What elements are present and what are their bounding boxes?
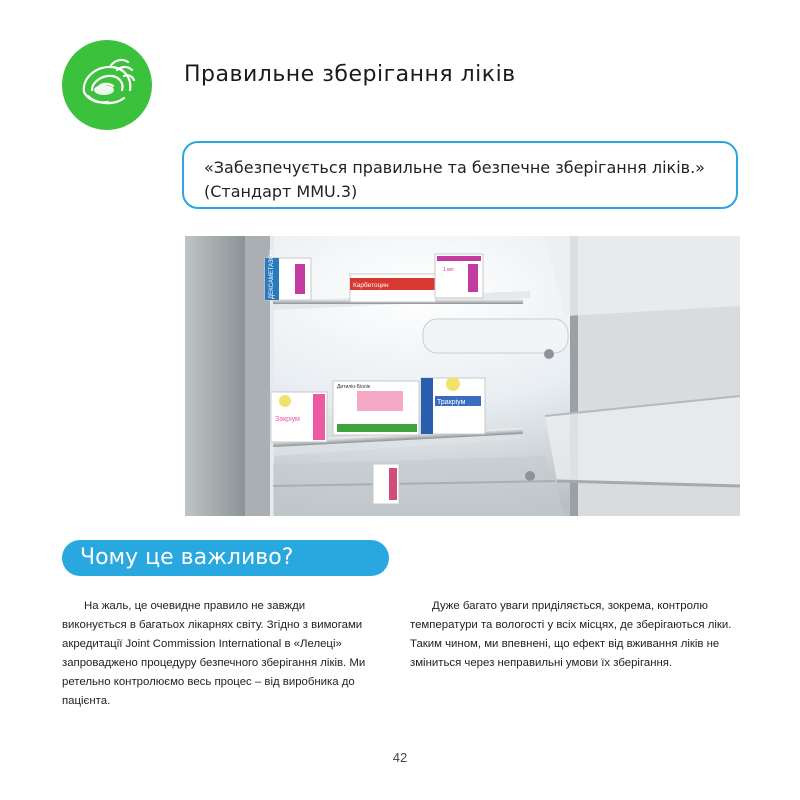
box-label-carb: Карбетоцин <box>353 282 389 289</box>
quote-source: (Стандарт MMU.3) <box>204 182 358 201</box>
paragraph-right: Дуже багато уваги приділяється, зокрема, контролю температури та вологості у всіх місцях, де зберігаються ліки. Таким чином, ми впевнені, що ефект від вживання ліків не зміниться через неправильні умови їх зберігання. <box>410 600 732 669</box>
logo <box>62 40 152 130</box>
med-box-1ml <box>435 254 483 298</box>
paragraph-left: На жаль, це очевидне правило не завжди виконується в багатьох лікарнях світу. Згідно з вимогами акредитації Joint Commission International в «Лелеці» запроваджено процедуру безпечного зберігання ліків. Ми ретельно контролюємо весь процес – від виробника до пацієнта. <box>62 600 366 707</box>
box-label-1ml: 1 мл <box>443 267 454 273</box>
med-box-small <box>373 464 399 504</box>
page-title: Правильне зберігання ліків <box>184 62 516 87</box>
page-number: 42 <box>392 750 408 765</box>
body-text-left <box>62 597 372 711</box>
box-label-dex: ДЕКСАМЕТАЗОН <box>269 250 275 299</box>
box-label-ditylin: Дитилін-Біолік <box>337 384 370 390</box>
section-heading: Чому це важливо? <box>62 540 389 576</box>
svg-text:ДЕКСАМЕТАЗОН <box>269 250 275 299</box>
shell-icon <box>62 40 152 130</box>
body-text-right <box>410 597 740 673</box>
fridge-photo <box>185 236 740 516</box>
box-label-zakrium: Закріум <box>275 416 300 423</box>
quote-text: «Забезпечується правильне та безпечне зберігання ліків.» <box>204 158 705 177</box>
box-label-tracrium: Тракріум <box>437 399 466 406</box>
standard-quote <box>182 141 738 209</box>
